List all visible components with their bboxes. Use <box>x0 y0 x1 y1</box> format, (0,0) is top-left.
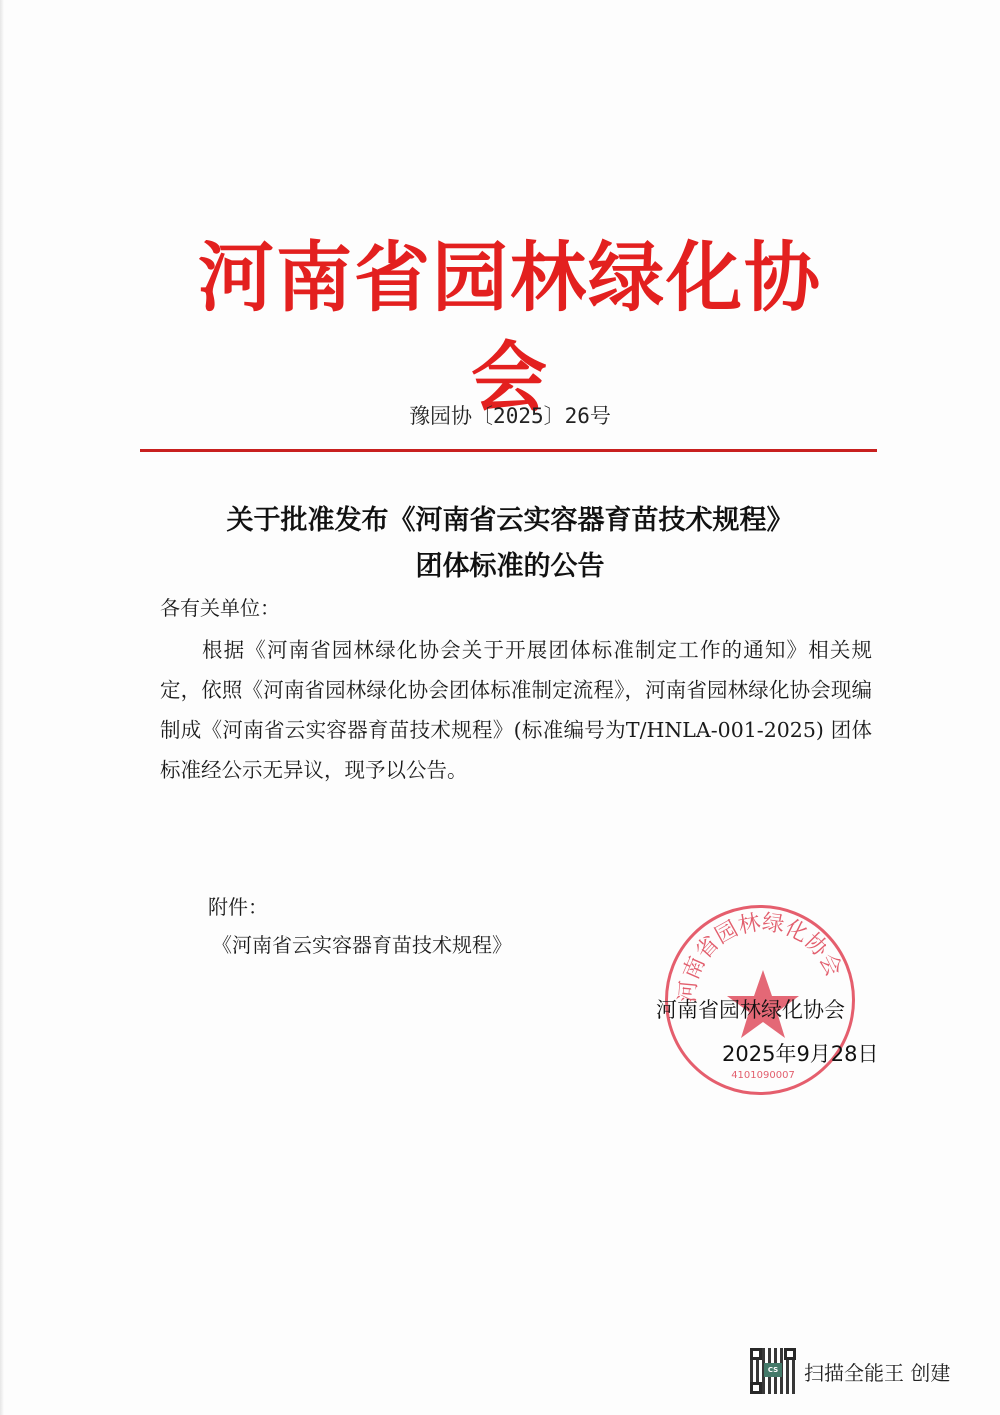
signature-organization: 河南省园林绿化协会 <box>656 998 845 1022</box>
attachment-label: 附件： <box>208 895 268 919</box>
salutation: 各有关单位： <box>160 596 280 620</box>
svg-text:4101090007: 4101090007 <box>731 1070 795 1081</box>
body-paragraph: 根据《河南省园林绿化协会关于开展团体标准制定工作的通知》相关规定，依照《河南省园林绿化协会团体标准制定流程》，河南省园林绿化协会现编制成《河南省云实容器育苗技术规程》(标准编号为T/HNLA-001-2025) 团体标准经公示无异议，现予以公告。 <box>160 638 872 782</box>
notice-title-line-1: 关于批准发布《河南省云实容器育苗技术规程》 <box>226 505 794 536</box>
org-letterhead-title: 河南省园林绿化协会 <box>198 233 822 422</box>
signature-date: 2025年9月28日 <box>722 1042 879 1066</box>
notice-title-line-2: 团体标准的公告 <box>415 551 605 582</box>
page-edge <box>0 0 4 1415</box>
document-number: 豫园协〔2025〕26号 <box>409 404 611 428</box>
qr-code-icon <box>750 1348 796 1394</box>
scanner-watermark <box>750 1351 950 1391</box>
camscanner-badge: CS <box>764 1363 782 1377</box>
notice-title <box>150 498 870 590</box>
svg-text:河南省园林绿化协会: 河南省园林绿化协会 <box>675 910 846 1004</box>
attachment-item: 《河南省云实容器育苗技术规程》 <box>212 933 512 957</box>
red-divider-line <box>140 449 877 452</box>
scanner-brand-text: 扫描全能王 创建 <box>804 1360 951 1385</box>
